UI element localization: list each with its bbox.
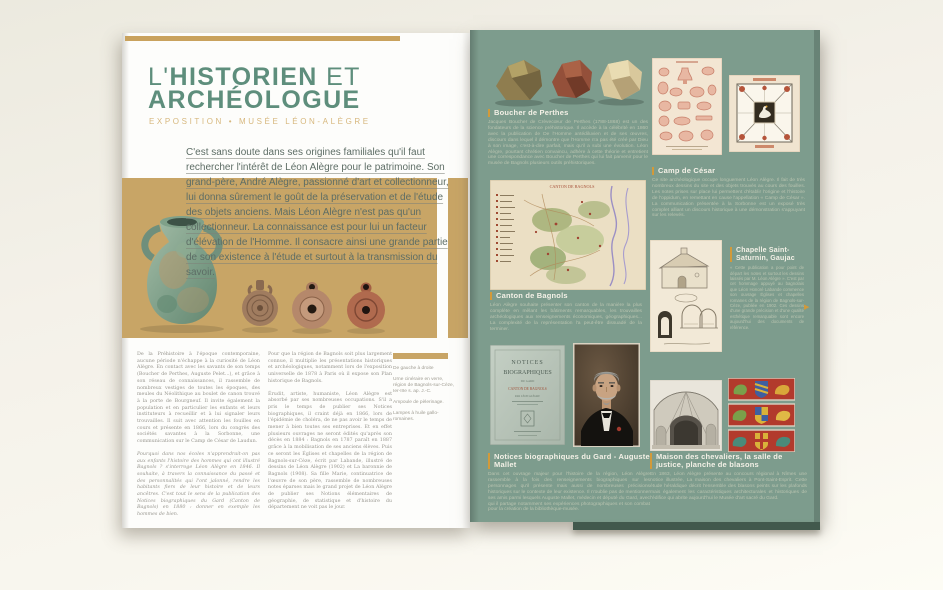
section-body: Ce site archéologique occupe longuement Léon Alègre. Il fait de très nombreux dessins du site et des objets trouvés au cours des fouilles. Les notes prises sur place lui permettent d'établir l'origine et l'histoire de l'oppidum, en remettant en cause l'appellation « Camp de César ». La communication présentée à la Sorbonne est un exposé très complet alliant un discours historique à une démonstration s'appuyant sur les relevés.	[652, 178, 805, 219]
next-page-arrow-icon: ▶	[804, 304, 810, 311]
photo-captions	[393, 353, 457, 428]
auguste-mallet-portrait	[573, 343, 640, 447]
section-title: Boucher de Perthes	[488, 109, 648, 117]
svg-text:CANTON DE BAGNOLS: CANTON DE BAGNOLS	[508, 387, 547, 391]
caption-item: Ampoule de pèlerinage.	[393, 400, 444, 405]
section-title: Notices biographiques du Gard - Auguste Mallet	[488, 453, 650, 469]
section-notices-biographiques	[488, 453, 650, 513]
left-page	[122, 33, 470, 528]
section-body: Léon Alègre souhaite présenter son canton de la manière la plus complète en mêlant les bâtiments remarquables, les trouvailles archéologiques aux renseignements économiques, géographiques... La complexité de la représentation l'a peut-être dissuadé de la terminer.	[490, 303, 642, 332]
section-title: Camp de César	[652, 167, 805, 175]
body-column-2	[268, 352, 392, 518]
section-maison-des-chevaliers	[650, 453, 807, 502]
section-body: Jacques Boucher de Crèvecœur de Perthes (1788-1868) est un des fondateurs de la science préhistorique. Il accède à la célébrité en 1860 avec la publication de De l'Homme antédiluvien et de ses œuvres, discours dans lequel il démontre que l'Homme n'a pas été créé par Dieu à son image, c'est-à-dire parfait, mais qu'il a subi une évolution. Léon Alègre, pourtant chrétien convaincu, adhère à cette théorie et entretient une correspondance avec Boucher de Perthes qui lui fait parvenir pour le musée de Bagnols plusieurs outils préhistoriques.	[488, 120, 648, 167]
svg-text:CANTON DE BAGNOLS: CANTON DE BAGNOLS	[549, 184, 595, 189]
svg-text:NOTICES: NOTICES	[511, 360, 544, 366]
mosaic-drawing	[729, 75, 800, 152]
section-boucher-de-perthes	[488, 109, 648, 167]
caption-heading: De gauche à droite	[393, 366, 434, 371]
right-page	[470, 30, 820, 522]
section-title: Maison des chevaliers, la salle de justice, planche de blasons	[650, 453, 807, 469]
notices-book-cover	[490, 345, 565, 445]
section-body: En 1863, Léon Alègre présente au concours régional à Nîmes une notice illustrée, La maison des chevaliers à Pont-Saint-Esprit. Cette étude héraldique décrit l'ensemble des blasons peints sur les plafonds mais également les caractéristiques architecturales et historiques de l'édifice qui abrite aujourd'hui le Musée d'art sacré du Gard.	[650, 472, 807, 501]
column2-paragraph-1: Pour que la région de Bagnols soit plus largement connue, il multiplie les présentations historiques et archéologiques, notamment lors de l'exposition universelle de 1878 à Paris où il expose son Plan historique de Bagnols.	[268, 352, 392, 384]
caption-item: Urne cinéraire en verre, région de Bagnols-sur-Cèze, Ier-IIIe s. ap. J.-C.	[393, 377, 455, 394]
section-body: « Cette publication a pour point de départ les notes et surtout les dessins laissés par M. Léon Alègre ». C'est par cet hommage appuyé au bagnolais que Léon Honoré Labande commence son ouvrage Églises et chapelles romanes de la région de Bagnols-sur-Cèze, publiée en 1902. Ces dessins d'une grande précision et d'une qualité esthétique remarquable sont encore aujourd'hui des documents de référence.	[730, 265, 804, 330]
section-camp-de-cesar	[652, 167, 805, 219]
svg-text:DU GARD: DU GARD	[520, 379, 535, 383]
section-title: Chapelle Saint-Saturnin, Gaujac	[730, 247, 804, 262]
exhibition-subtitle: EXPOSITION • MUSÉE LÉON-ALÈGRE	[149, 117, 371, 126]
title-line-2: ARCHÉOLOGUE	[148, 86, 361, 114]
caption-item: Lampes à huile gallo-romaines.	[393, 411, 439, 422]
section-canton-de-bagnols	[490, 292, 642, 333]
title-line-1: L'HISTORIEN ET	[148, 63, 361, 91]
chapel-sketch	[650, 240, 722, 352]
svg-text:PAR LÉON ALÈGRE: PAR LÉON ALÈGRE	[515, 395, 540, 398]
justice-hall-drawing	[650, 380, 722, 451]
page-curl-shadow	[573, 522, 820, 530]
artifact-drawings-plate	[652, 58, 722, 155]
flint-tools-photo	[488, 52, 646, 110]
column1-paragraph-1: De la Préhistoire à l'époque contemporaine, aucune période n'échappe à la curiosité de Léon Alègre. En contact avec les savants de son temps (Boucher de Perthes, Auguste Pelet...), et grâce à son réseau de connaissances, il rassemble de nombreux vestiges de toutes les époques, des meules du Néolithique au boulet de canon trouvé à la porte de Bourgneuf. Il invite également la population et en particulier les enfants et leurs instituteurs à recueillir et à lui signaler leurs trouvailles. Il suit avec attention les fouilles en cours et présente en 1866, lors du congrès des sociétés savantes à la Sorbonne, une communication sur le Camp de César de Laudun.	[137, 352, 260, 445]
body-column-1	[137, 352, 260, 525]
section-body: Dans cet ouvrage majeur pour l'histoire de la région, Léon Alègre rassemble à la fois des renseignements biographiques sur les personnages qu'il présente mais aussi de nombreuses précisions historiques sur le contexte de leur existence. Il n'oublie pas de mentionner ses amis parmi lesquels Auguste Mallet, médecin et député du Gard, avec qui il partage notamment ses expériences photographiques et son combat pour la création de la bibliothèque-musée.	[488, 472, 650, 513]
intro-paragraph: C'est sans doute dans ses origines familiales qu'il faut rechercher l'intérêt de Léon Alègre pour le patrimoine. Son grand-père, André Alègre, passionné d'art et collectionneur, lui donna sûrement le goût de la préservation et de l'étude des objets anciens. Mais Léon Alègre n'est pas qu'un collectionneur. La connaissance est pour lui un facteur d'élévation de l'Homme. Il consacre ainsi une grande partie de son existence à l'étude et surtout à la transmission du savoir.	[186, 147, 449, 278]
section-chapelle-saint-saturnin	[730, 247, 804, 330]
flask-and-oil-lamps-photo	[240, 276, 392, 336]
svg-text:BIOGRAPHIQUES: BIOGRAPHIQUES	[503, 370, 552, 376]
column2-paragraph-2: Érudit, artiste, humaniste, Léon Alègre est absorbé par ses nombreuses occupations. S'il a pris le temps de publier ses Notices biographiques, il craint déjà en 1866, lors de l'épidémie de choléra, de ne pas avoir le temps de mener à bien toutes ses entreprises. Et en effet plusieurs ouvrages ne seront édités qu'après son décès en 1884 : Bagnols en 1787 paraît en 1887 grâce à la mobilisation de ses anciens élèves. Puis ce seront les Églises et chapelles de la région de Bagnols-sur-Cèze, écrit par Labande, illustré de dessins de Léon Alègre (1902) et La baronnie de Bagnols (1908). Sa fille Marie, continuatrice de l'œuvre de son père, rassemble de nombreuses notes éparses mais le grand projet de Léon Alègre de publier ses Notions élémentaires de géographie, de statistique et d'histoire du département ne voit pas le jour.	[268, 391, 392, 511]
page-title	[148, 63, 361, 114]
gold-top-bar	[125, 36, 400, 41]
caption-gold-bar	[393, 353, 448, 359]
column1-paragraph-2: Pourquoi dans nos écoles n'apprendrait-on pas aux enfants l'histoire des hommes qui ont illustré Bagnols ? s'interroge Léon Alègre en 1846. Il souhaite, à travers la connaissance du passé et des personnalités qui l'ont jalonné, rendre les habitants fiers de leur histoire et de leurs ancêtres. C'est tout le sens de la publication des Notices biographiques du Gard (Canton de Bagnols) en 1880 : donner en exemple les hommes de bien.	[137, 451, 260, 518]
heraldic-blasons-plate	[728, 378, 795, 452]
section-title: Canton de Bagnols	[490, 292, 642, 300]
canton-map-image	[490, 180, 646, 290]
